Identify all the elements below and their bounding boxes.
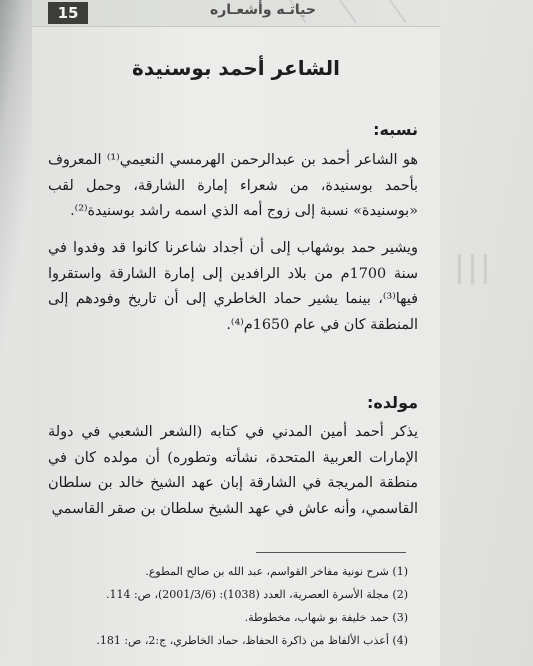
footnote-item: (2) مجلة الأسرة العصرية، العدد (1038): (2001/3/6)، ص: 114. [105, 588, 408, 601]
footnote-item: (4) أعذب الألفاظ من ذاكرة الحفاظ، حماد الخاطري، ج:2، ص: 181. [96, 634, 408, 647]
section-heading-birth: مولده: [366, 393, 418, 412]
bleed-through-mark: ||| [454, 250, 493, 285]
header-watermark-line [332, 0, 357, 23]
paragraph-lineage-2: ويشير حمد بوشهاب إلى أن أجداد شاعرنا كانوا قد وفدوا في سنة 1700م من بلاد الرافدين إلى إمارة الشارقة واستقروا فيها⁽³⁾، بينما يشير حماد الخاطري إلى أن تاريخ وفودهم إلى المنطقة كان في عام 1650م⁽⁴⁾. [48, 240, 418, 333]
page-number: 15 [48, 2, 88, 24]
page-title: الشاعر أحمد بوسنيدة [132, 56, 340, 80]
paragraph-birth-1: يذكر أحمد أمين المدني في كتابه (الشعر الشعبي في دولة الإمارات العربية المتحدة، نشأته وتطوره) أن مولده كان في منطقة المريجة في الشارقة إبان عهد الشيخ خالد بن سلطان القاسمي، وأنه عاش في عهد الشيخ سلطان بن صقر القاسمي [48, 424, 418, 517]
section-heading-lineage: نسبه: [373, 120, 418, 139]
header-watermark-line [382, 0, 407, 23]
footnote-item: (3) حمد خليفة بو شهاب، مخطوطة. [244, 611, 408, 624]
paragraph-lineage-1: هو الشاعر أحمد بن عبدالرحمن الهرمسي النعيمي⁽¹⁾ المعروف بأحمد بوسنيدة، من شعراء إمارة الشارقة، وحمل لقب «بوسنيدة» نسبة إلى زوج أمه الذي اسمه راشد بوسنيدة⁽²⁾. [48, 152, 418, 219]
footnotes-list [60, 560, 408, 652]
running-head: حياتـه وأشعـاره [209, 2, 316, 18]
footnote-item: (1) شرح نونية مفاخر القواسم، عبد الله بن صالح المطوع. [145, 565, 408, 578]
footnote-divider [256, 552, 406, 553]
